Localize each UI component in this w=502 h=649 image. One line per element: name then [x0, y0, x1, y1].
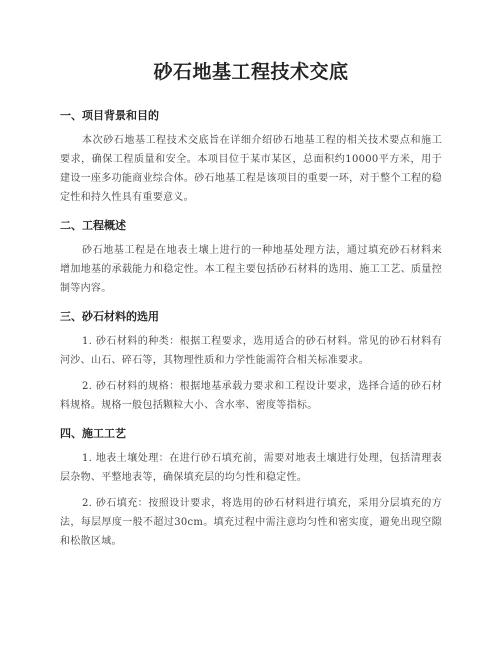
section-overview [60, 218, 442, 298]
section-paragraph: 砂石地基工程是在地表土壤上进行的一种地基处理方法，通过填充砂石材料来增加地基的承载能力和稳定性。本工程主要包括砂石材料的选用、施工工艺、质量控制等内容。 [60, 245, 442, 294]
section-heading: 二、工程概述 [60, 219, 126, 232]
document-title: 砂石地基工程技术交底 [153, 61, 349, 83]
section-paragraph: 1. 地表土壤处理：在进行砂石填充前，需要对地表土壤进行处理，包括清理表层杂物、平整地表等，确保填充层的均匀性和稳定性。 [60, 453, 442, 483]
section-paragraph: 2. 砂石填充：按照设计要求，将选用的砂石材料进行填充，采用分层填充的方法，每层厚度一般不超过30cm。填充过程中需注意均匀性和密实度，避免出现空隙和松散区域。 [60, 498, 442, 547]
section-paragraph: 本次砂石地基工程技术交底旨在详细介绍砂石地基工程的相关技术要点和施工要求，确保工程质量和安全。本项目位于某市某区，总面积约10000平方米，用于建设一座多功能商业综合体。砂石地基工程是该项目的重要一环，对于整个工程的稳定性和持久性具有重要意义。 [60, 135, 442, 203]
section-heading: 一、项目背景和目的 [60, 109, 159, 122]
section-project-background [60, 108, 442, 207]
section-paragraph: 2. 砂石材料的规格：根据地基承载力要求和工程设计要求，选择合适的砂石材料规格。规格一般包括颗粒大小、含水率、密度等指标。 [60, 381, 442, 411]
section-construction-process [60, 426, 442, 551]
section-material-selection [60, 309, 442, 415]
section-paragraph: 1. 砂石材料的种类：根据工程要求，选用适合的砂石材料。常见的砂石材料有河沙、山石、碎石等，其物理性质和力学性能需符合相关标准要求。 [60, 336, 442, 366]
section-heading: 三、砂石材料的选用 [60, 310, 159, 323]
section-heading: 四、施工工艺 [60, 427, 126, 440]
